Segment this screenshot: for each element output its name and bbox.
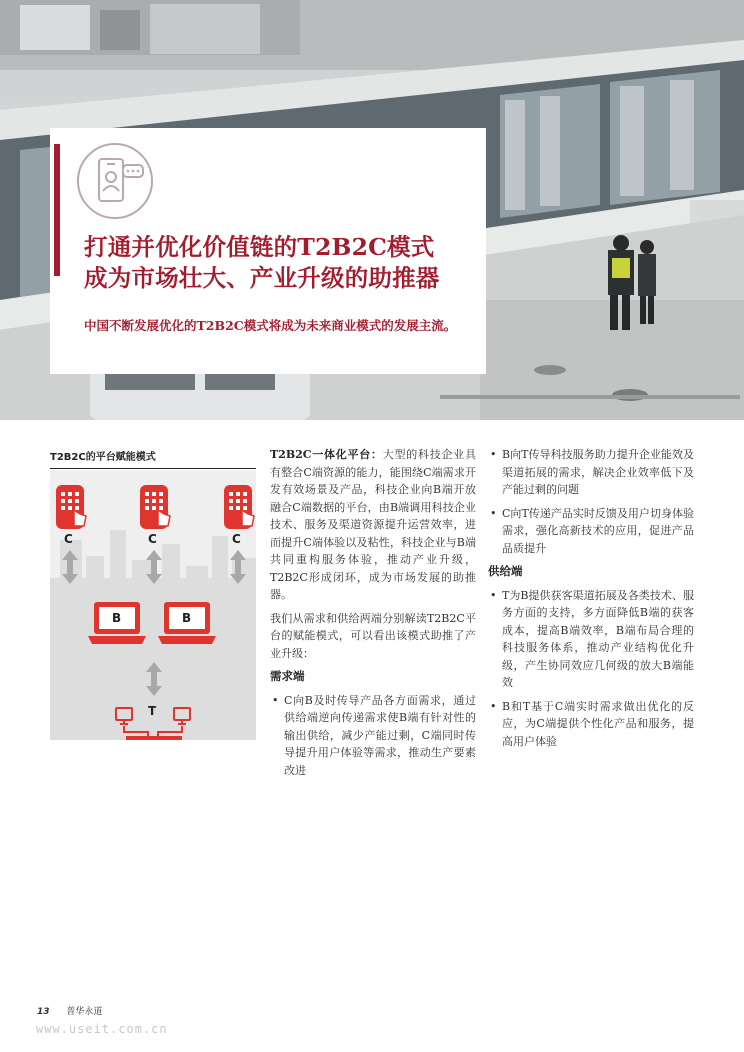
footer-brand: 普华永道 — [66, 1007, 103, 1017]
network-switch — [126, 736, 182, 740]
intro-paragraph — [270, 446, 476, 604]
figure-title: T2B2C的平台赋能模式 — [50, 448, 256, 469]
consumer-phone-icon — [56, 485, 86, 529]
t2b2c-figure — [50, 448, 256, 778]
list-item: • T为B提供获客渠道拓展及各类技术、服务方面的支持，多方面降低B端的获客成本，提高B端效率，B端布局合理的科技服务体系，推动产业结构优化升级，产生协同效应几何级的放大B端能效 — [488, 587, 694, 692]
c-label: C — [232, 532, 241, 546]
page-subtitle: 中国不断发展优化的T2B2C模式将成为未来商业模式的发展主流。 — [84, 318, 457, 333]
demand-list — [270, 692, 476, 780]
text-column-2 — [488, 446, 694, 756]
list-item: • C向T传递产品实时反馈及用户切身体验需求，强化高新技术的应用，促进产品品质提升 — [488, 505, 694, 558]
intro-text: 大型的科技企业具有整合C端资源的能力，能围绕C端需求开发有效场景及产品，科技企业向B端开放融合C端数据的平台，由B端调用科技企业技术、服务及渠道资源提升运营效率，进而提升C端体验以及粘性，科技企业与B端共同重构服务体验，推动产业升级，T2B2C形成闭环，成为市场发展的助推器。 — [270, 448, 477, 601]
hero-headline-card — [50, 128, 486, 374]
demand-list-continued — [488, 446, 694, 557]
consumer-phone-icon — [224, 485, 254, 529]
c-label: C — [148, 532, 157, 546]
b-label: B — [182, 611, 192, 625]
list-item: • C向B及时传导产品各方面需求，通过供给端逆向传递需求使B端有针对性的输出供给，减少产能过剩，C端同时传导提升用户体验等需求，推动生产要素改进 — [270, 692, 476, 780]
c-label: C — [64, 532, 73, 546]
text-column-1 — [270, 446, 476, 785]
hero-photo — [0, 0, 744, 420]
b-label: B — [112, 611, 122, 625]
page-title — [84, 232, 484, 294]
title-line-2: 成为市场壮大、产业升级的助推器 — [84, 264, 440, 292]
consumer-phone-icon — [140, 485, 170, 529]
t2b2c-diagram — [50, 470, 256, 740]
explain-paragraph: 我们从需求和供给两端分别解读T2B2C平台的赋能模式，可以看出该模式助推了产业升级： — [270, 611, 476, 660]
page-number: 13 — [37, 1007, 50, 1017]
mobile-chat-icon — [77, 143, 153, 219]
supply-heading: 供给端 — [488, 564, 523, 578]
figure-body — [50, 470, 256, 740]
list-item: • B和T基于C端实时需求做出优化的反应，为C端提供个性化产品和服务，提高用户体验 — [488, 698, 694, 751]
list-item: • B向T传导科技服务助力提升企业能效及渠道拓展的需求，解决企业效率低下及产能过剩的问题 — [488, 446, 694, 499]
supply-list — [488, 587, 694, 751]
t-label: T — [148, 704, 157, 718]
watermark: www.useit.com.cn — [36, 1022, 168, 1036]
page-footer — [37, 1004, 102, 1017]
demand-heading: 需求端 — [270, 669, 305, 683]
accent-bar — [54, 144, 60, 276]
title-line-1: 打通并优化价值链的T2B2C模式 — [84, 233, 435, 261]
intro-lead: T2B2C一体化平台： — [270, 448, 383, 461]
